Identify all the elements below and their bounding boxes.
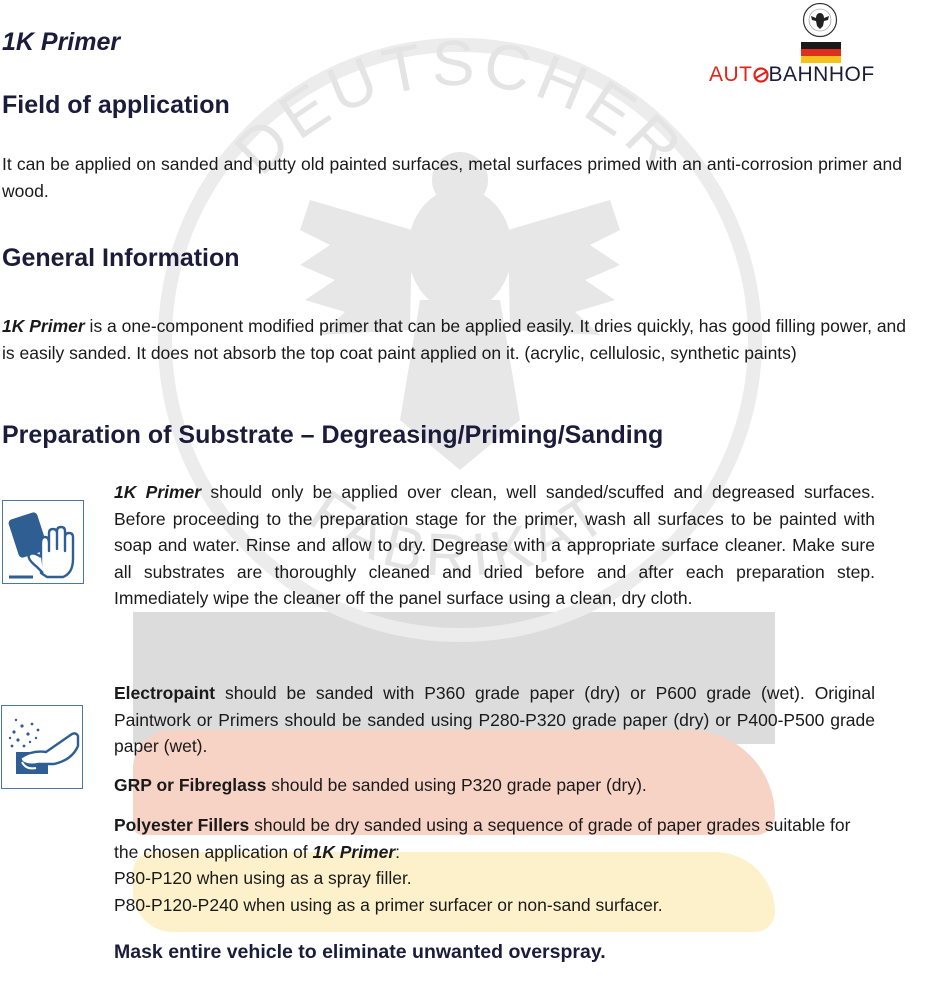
deutscher-fabrikat-seal-icon [802, 2, 838, 38]
heading-field-of-application: Field of application [2, 91, 230, 119]
autobahnhof-logo [709, 2, 934, 86]
paragraph-general-information [2, 313, 907, 366]
mask-vehicle-note: Mask entire vehicle to eliminate unwanted overspray. [114, 941, 606, 963]
grp-label: GRP or Fibreglass [114, 775, 267, 795]
paragraph-grp-fibreglass [114, 772, 875, 799]
grade-line-primer-surfacer: P80-P120-P240 when using as a primer surfacer or non-sand surfacer. [114, 894, 663, 915]
brand-wordmark [709, 65, 875, 85]
polyester-body-text: should be dry sanded using a sequence of grade of paper grades suitable for the chosen application of [114, 815, 851, 862]
flag-gold-band [801, 56, 841, 63]
document-title: 1K Primer [2, 28, 121, 56]
paragraph-cleaning [114, 479, 875, 612]
sanding-icon [1, 705, 83, 789]
hand-cleaning-icon [2, 500, 84, 584]
heading-preparation-of-substrate: Preparation of Substrate – Degreasing/Priming/Sanding [2, 421, 664, 449]
paragraph-field-of-application: It can be applied on sanded and putty old painted surfaces, metal surfaces primed with an anti-corrosion primer and wood. [2, 154, 902, 201]
electropaint-body-text: should be sanded with P360 grade paper (dry) or P600 grade (wet). Original Paintwork or Primers should be sanded using P280-P320 grade paper (dry) or P400-P500 grade paper (wet). [114, 683, 875, 756]
flag-red-band [801, 49, 841, 56]
watermark-text-bottom: FABRIKAT [297, 477, 623, 590]
brand-part-2: BAHNHOF [768, 63, 875, 86]
flag-black-band [801, 42, 841, 49]
heading-general-information: General Information [2, 244, 240, 272]
electropaint-label: Electropaint [114, 683, 216, 703]
steering-wheel-icon [753, 67, 769, 83]
grp-body-text: should be sanded using P320 grade paper (dry). [266, 775, 647, 795]
watermark-text-top: DEUTSCHER [220, 26, 700, 188]
german-flag [801, 42, 841, 63]
brand-part-1: AUT [709, 63, 753, 86]
paragraph-electropaint [114, 680, 875, 760]
grade-line-spray-filler: P80-P120 when using as a spray filler. [114, 868, 412, 888]
cleaning-body-text: should only be applied over clean, well sanded/scuffed and degreased surfaces. Before proceeding to the preparation stage for the primer, wash all surfaces to be painted with soap and water. Rinse and allow to dry. Degrease with a appropriate surface cleaner. Make sure all substrates are thoroughly cleaned and dried before and after each preparation step. Immediately wipe the cleaner off the panel surface using a clean, dry cloth. [114, 482, 875, 608]
general-body-text: is a one-component modified primer that can be applied easily. It dries quickly, has good filling power, and is easily sanded. It does not absorb the top coat paint applied on it. (acrylic, cellulosic, synthetic paints) [2, 316, 907, 363]
product-name: 1K Primer [2, 316, 85, 336]
product-name: 1K Primer [312, 841, 396, 862]
polyester-colon: : [395, 841, 401, 862]
paragraph-polyester-fillers [114, 812, 875, 918]
product-name: 1K Primer [114, 482, 202, 502]
polyester-label: Polyester Fillers [114, 815, 250, 835]
